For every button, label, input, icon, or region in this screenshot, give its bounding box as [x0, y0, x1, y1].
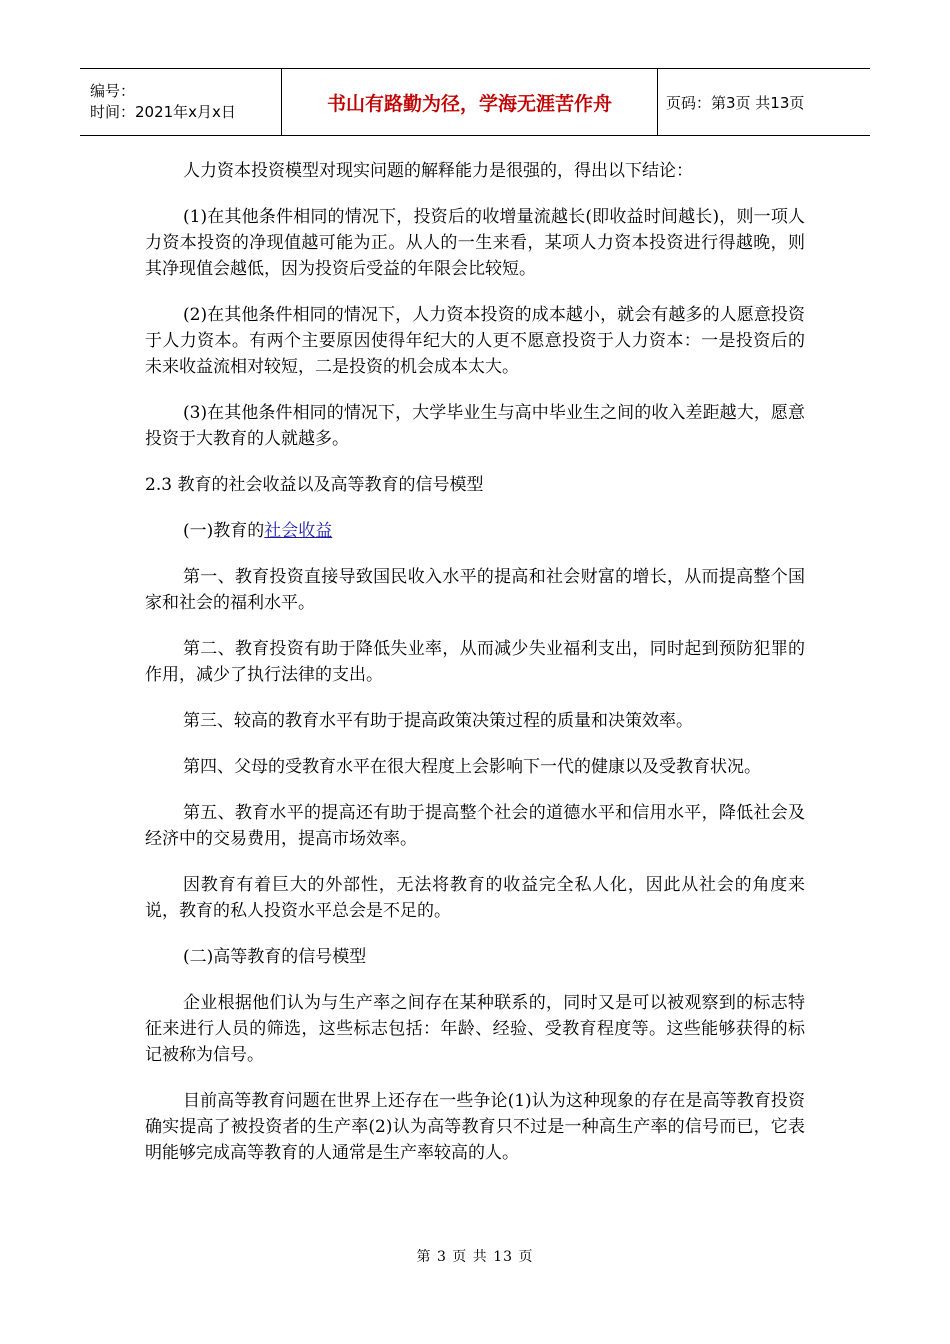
- section-heading: 2.3 教育的社会收益以及高等教育的信号模型: [145, 475, 484, 495]
- header-meta: [80, 69, 282, 135]
- subheading-social-returns: [145, 518, 805, 544]
- header-page-number: 页码：第3页 共13页: [666, 93, 805, 112]
- paragraph-externality: 因教育有着巨大的外部性，无法将教育的收益完全私人化，因此从社会的角度来说，教育的私人投资水平总会是不足的。: [145, 875, 805, 921]
- document-body: [145, 158, 805, 1186]
- document-number-label: 编号：: [90, 82, 136, 100]
- paragraph-signals: 企业根据他们认为与生产率之间存在某种联系的，同时又是可以被观察到的标志特征来进行人员的筛选，这些标志包括：年龄、经验、受教育程度等。这些能够获得的标记被称为信号。: [145, 993, 805, 1065]
- paragraph-fourth: 第四、父母的受教育水平在很大程度上会影响下一代的健康以及受教育状况。: [183, 757, 761, 777]
- paragraph-intro: 人力资本投资模型对现实问题的解释能力是很强的，得出以下结论：: [183, 161, 693, 181]
- page-header: [80, 68, 870, 136]
- social-returns-link[interactable]: 社会收益: [264, 521, 333, 541]
- header-motto: 书山有路勤为径，学海无涯苦作舟: [282, 69, 658, 135]
- paragraph-second: 第二、教育投资有助于降低失业率，从而减少失业福利支出，同时起到预防犯罪的作用，减少了执行法律的支出。: [145, 639, 805, 685]
- document-date-label: 时间：2021年x月x日: [90, 103, 236, 121]
- paragraph-conclusion-1: (1)在其他条件相同的情况下，投资后的收增量流越长(即收益时间越长)，则一项人力资本投资的净现值越可能为正。从人的一生来看，某项人力资本投资进行得越晚，则其净现值会越低，因为投资后受益的年限会比较短。: [145, 207, 805, 279]
- paragraph-conclusion-2: (2)在其他条件相同的情况下，人力资本投资的成本越小，就会有越多的人愿意投资于人力资本。有两个主要原因使得年纪大的人更不愿意投资于人力资本：一是投资后的未来收益流相对较短，二是投资的机会成本太大。: [145, 305, 805, 377]
- paragraph-conclusion-3: (3)在其他条件相同的情况下，大学毕业生与高中毕业生之间的收入差距越大，愿意投资于大教育的人就越多。: [145, 403, 805, 449]
- subheading-prefix: (一)教育的: [183, 521, 265, 541]
- paragraph-third: 第三、较高的教育水平有助于提高政策决策过程的质量和决策效率。: [183, 711, 693, 731]
- paragraph-fifth: 第五、教育水平的提高还有助于提高整个社会的道德水平和信用水平，降低社会及经济中的交易费用，提高市场效率。: [145, 803, 805, 849]
- paragraph-first: 第一、教育投资直接导致国民收入水平的提高和社会财富的增长，从而提高整个国家和社会的福利水平。: [145, 567, 805, 613]
- subheading-signal-model: (二)高等教育的信号模型: [183, 947, 367, 967]
- paragraph-debate: 目前高等教育问题在世界上还存在一些争论(1)认为这种现象的存在是高等教育投资确实提高了被投资者的生产率(2)认为高等教育只不过是一种高生产率的信号而已，它表明能够完成高等教育的人通常是生产率较高的人。: [145, 1091, 805, 1163]
- page-footer: 第 3 页 共 13 页: [416, 1249, 534, 1265]
